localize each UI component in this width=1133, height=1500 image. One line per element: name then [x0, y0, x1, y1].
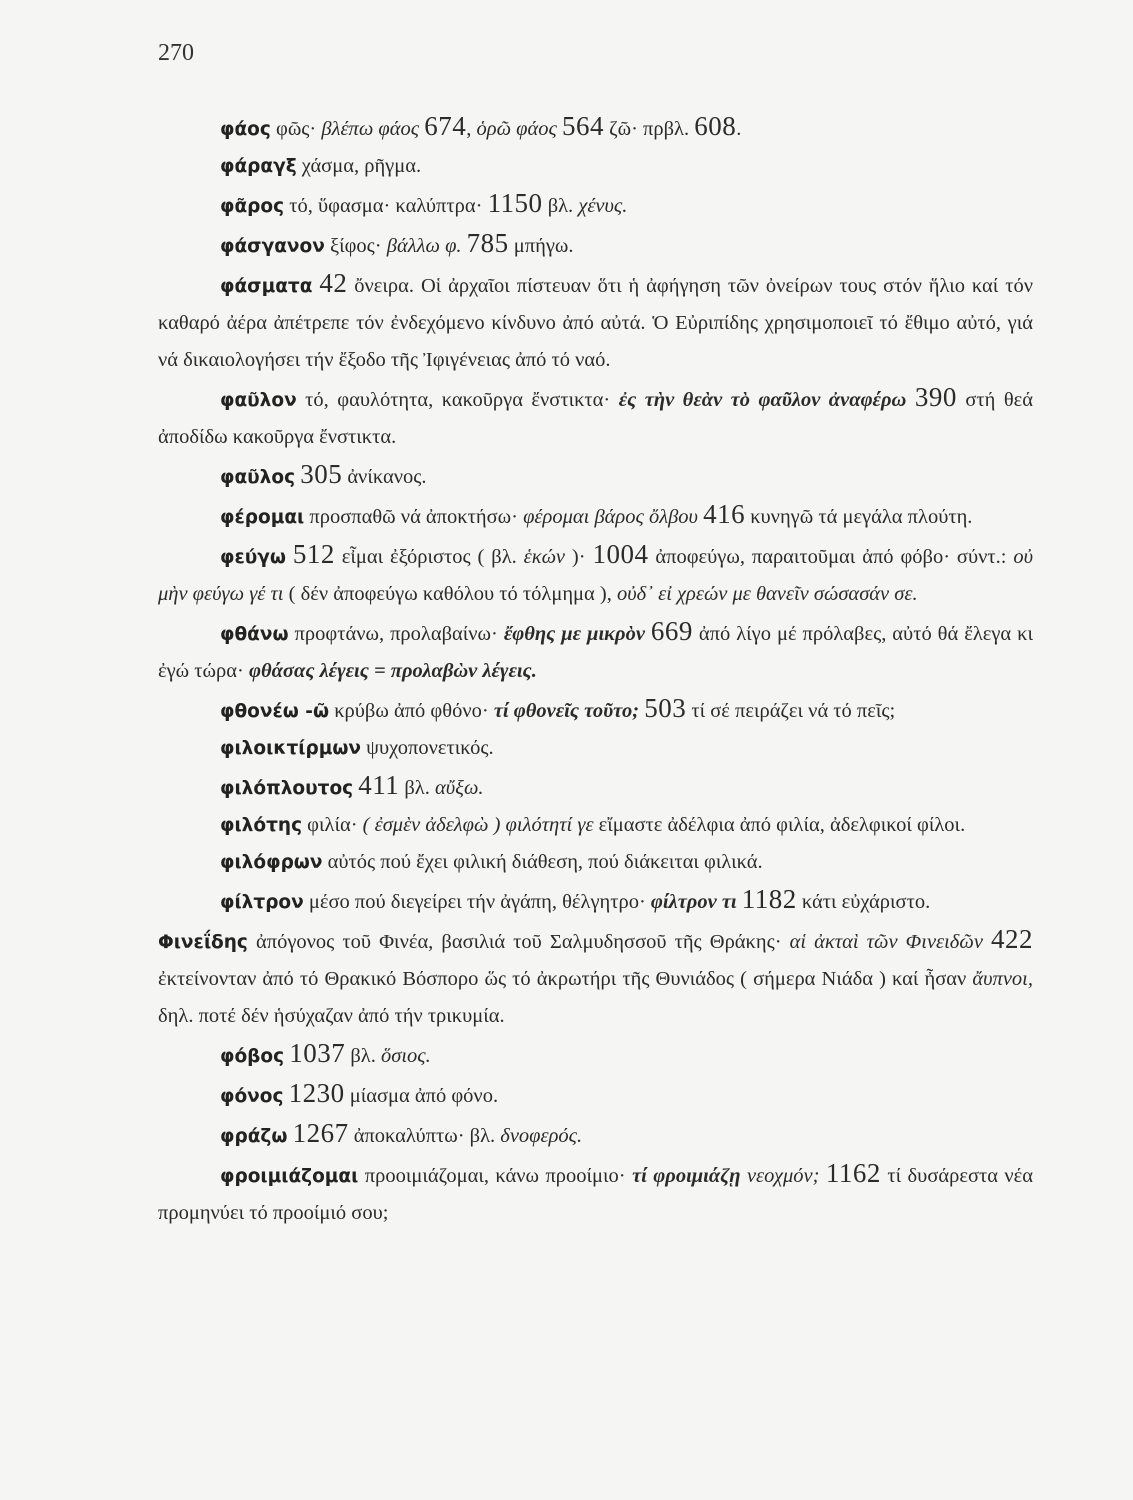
entry-citation: δνοφερός.: [500, 1125, 583, 1147]
entry-text: μίασμα ἀπό φόνο.: [344, 1085, 499, 1107]
glossary-entry: [158, 185, 1033, 225]
entry-text: [906, 389, 914, 411]
entry-citation: φίλτρον τι: [650, 891, 737, 913]
entry-citation: τί φθονεῖς τοῦτο;: [493, 700, 640, 722]
entry-headword: φθάνω: [220, 624, 289, 645]
entry-headword: φράζω: [220, 1126, 288, 1147]
entry-headword: φᾶρος: [220, 196, 285, 217]
entry-text: φιλία·: [302, 814, 363, 836]
page-number: 270: [158, 40, 194, 66]
entry-text: εἶμαι ἐξόριστος ( βλ.: [334, 546, 524, 568]
entry-headword: φιλόπλουτος: [220, 778, 354, 799]
entry-line-number: 608: [694, 111, 737, 141]
entry-text: προοιμιάζομαι, κάνω προοίμιο·: [358, 1165, 633, 1187]
entry-citation: ὅσιος.: [380, 1045, 431, 1067]
entry-text: στή θεά ἀποδίδω κακοῦργα ἔνστικτα.: [158, 389, 1033, 448]
entry-headword: φάσγανον: [220, 236, 325, 257]
glossary-entry: [158, 690, 1033, 730]
entry-headword: Φινεΐδης: [158, 932, 248, 953]
glossary-entry: [158, 613, 1033, 690]
entry-headword: φαῦλος: [220, 467, 296, 488]
glossary-entry: [158, 265, 1033, 379]
entry-line-number: 1150: [487, 188, 543, 218]
entry-line-number: 1004: [592, 539, 649, 569]
glossary-entry: [158, 225, 1033, 265]
entry-text: ξίφος·: [324, 235, 387, 257]
glossary-entry: [158, 1155, 1033, 1232]
entry-citation: ἄυπνοι,: [972, 968, 1033, 990]
entry-citation: ὁρῶ φάος: [476, 118, 557, 140]
entry-citation: οὐ μὴν φεύγω γέ τι: [158, 546, 1034, 605]
glossary-entry: [158, 1075, 1033, 1115]
entry-citation: αὔξω.: [435, 777, 484, 799]
entry-text: δηλ. ποτέ δέν ἡσύχαζαν ἀπό τήν τρικυμία.: [158, 1005, 505, 1027]
entry-text: αὐτός πού ἔχει φιλική διάθεση, πού διάκειται φιλικά.: [322, 851, 763, 873]
entry-line-number: 512: [292, 539, 335, 569]
entry-text: .: [736, 118, 742, 140]
entry-citation: οὐδ᾽ εἰ χρεών με θανεῖν σώσασάν σε.: [616, 583, 918, 605]
entry-text: [286, 546, 293, 568]
entry-line-number: 1162: [825, 1158, 881, 1188]
entry-line-number: 411: [358, 770, 400, 800]
entry-text: εἴμαστε ἀδέλφια ἀπό φιλία, ἀδελφικοί φίλοι.: [593, 814, 966, 836]
entry-headword: φαῦλον: [220, 390, 297, 411]
entry-line-number: 42: [319, 268, 348, 298]
entry-text: ,: [466, 118, 477, 140]
entry-citation: ἑκών: [523, 546, 565, 568]
glossary-entry: [158, 1115, 1033, 1155]
entry-citation: φέρομαι βάρος ὄλβου: [523, 506, 698, 528]
entry-text: ἀποκαλύπτω· βλ.: [348, 1125, 501, 1147]
entry-text: ἀποφεύγω, παραιτοῦμαι ἀπό φόβο· σύντ.:: [648, 546, 1014, 568]
entry-headword: φάσματα: [220, 276, 313, 297]
entry-headword: φάος: [220, 119, 271, 140]
entry-headword: φίλτρον: [220, 892, 304, 913]
entry-citation: ἔφθης με μικρὸν: [503, 623, 645, 645]
entry-text: ὄνειρα. Οἱ ἀρχαῖοι πίστευαν ὅτι ἡ ἀφήγηση τῶν ὀνείρων τους στόν ἥλιο καί τόν καθαρό ἀέρα ἀπέτρεπε τόν ἐνδεχόμενο κίνδυνο ἀπό αὐτά. Ὁ Εὐριπίδης χρησιμοποιεῖ τό ἔθιμο αὐτό, γιά νά δικαιολογήσει τήν ἔξοδο τῆς Ἰφιγένειας ἀπό τό ναό.: [158, 275, 1033, 371]
entry-text: τί σέ πειράζει νά τό πεῖς;: [686, 700, 896, 722]
entry-text: φῶς·: [270, 118, 322, 140]
entry-headword: φέρομαι: [220, 507, 305, 528]
entry-text: χάσμα, ρῆγμα.: [296, 155, 422, 177]
entry-headword: φόνος: [220, 1086, 284, 1107]
entry-line-number: 564: [561, 111, 604, 141]
glossary-entry: [158, 536, 1033, 613]
glossary-entry: [158, 148, 1033, 185]
entry-line-number: 1037: [289, 1038, 346, 1068]
entry-text: )·: [565, 546, 593, 568]
entry-text: τό, φαυλότητα, κακοῦργα ἔνστικτα·: [296, 389, 619, 411]
entry-headword: φθονέω -ῶ: [220, 701, 330, 722]
entry-text: κάτι εὐχάριστο.: [796, 891, 931, 913]
glossary-entry: [158, 730, 1033, 767]
entry-headword: φροιμιάζομαι: [220, 1166, 359, 1187]
entry-line-number: 1182: [741, 884, 797, 914]
entry-headword: φεύγω: [220, 547, 286, 568]
entry-citation: βλέπω φάος: [321, 118, 420, 140]
entry-headword: φιλοικτίρμων: [220, 738, 361, 759]
entry-text: [983, 931, 991, 953]
entry-line-number: 1267: [292, 1118, 349, 1148]
entry-text: κρύβω ἀπό φθόνο·: [329, 700, 494, 722]
entry-line-number: 674: [424, 111, 467, 141]
glossary-entries: [158, 108, 1033, 1232]
entry-line-number: 785: [466, 228, 509, 258]
entry-text: τό, ὕφασμα· καλύπτρα·: [284, 195, 488, 217]
entry-text: βλ.: [399, 777, 435, 799]
entry-headword: φιλόφρων: [220, 852, 323, 873]
entry-text: βλ.: [542, 195, 579, 217]
entry-text: ἐκτείνονταν ἀπό τό Θρακικό Βόσπορο ὥς τό ἀκρωτήρι τῆς Θυνιάδος ( σήμερα Νιάδα ) καί ἦσαν: [158, 968, 973, 990]
entry-citation: χένυς.: [578, 195, 628, 217]
entry-text: κυνηγῶ τά μεγάλα πλούτη.: [745, 506, 973, 528]
entry-citation: ( ἐσμὲν ἀδελφὼ ) φιλότητί γε: [362, 814, 594, 836]
glossary-entry: [158, 456, 1033, 496]
entry-citation: νεοχμόν;: [746, 1165, 820, 1187]
entry-citation: φθάσας λέγεις = προλαβὼν λέγεις.: [248, 660, 537, 682]
glossary-entry: [158, 1035, 1033, 1075]
entry-line-number: 416: [703, 499, 746, 529]
entry-citation: βάλλω φ.: [386, 235, 462, 257]
glossary-entry: [158, 379, 1033, 456]
entry-text: προσπαθῶ νά ἀποκτήσω·: [304, 506, 524, 528]
glossary-entry: [158, 108, 1033, 148]
entry-headword: φιλότης: [220, 815, 303, 836]
entry-line-number: 503: [644, 693, 687, 723]
entry-citation: ἐς τὴν θεὰν τὸ φαῦλον ἀναφέρω: [618, 389, 907, 411]
entry-line-number: 305: [300, 459, 343, 489]
glossary-entry: [158, 921, 1033, 1035]
glossary-entry: [158, 807, 1033, 844]
entry-text: βλ.: [345, 1045, 381, 1067]
entry-text: ( δέν ἀποφεύγω καθόλου τό τόλμημα ),: [283, 583, 617, 605]
entry-line-number: 390: [914, 382, 957, 412]
entry-citation: αἱ ἀκταὶ τῶν Φινειδῶν: [789, 931, 983, 953]
glossary-entry: [158, 496, 1033, 536]
entry-text: ζῶ· πρβλ.: [603, 118, 695, 140]
entry-line-number: 669: [650, 616, 693, 646]
entry-line-number: 422: [991, 924, 1034, 954]
entry-line-number: 1230: [288, 1078, 345, 1108]
entry-text: ψυχοπονετικός.: [361, 737, 494, 759]
entry-text: ἀνίκανος.: [342, 466, 427, 488]
entry-text: προφτάνω, προλαβαίνω·: [288, 623, 504, 645]
entry-text: ἀπόγονος τοῦ Φινέα, βασιλιά τοῦ Σαλμυδησσοῦ τῆς Θράκης·: [247, 931, 790, 953]
entry-text: ἀπό λίγο μέ πρόλαβες, αὐτό θά ἔλεγα κι ἐγώ τώρα·: [158, 623, 1033, 682]
glossary-entry: [158, 881, 1033, 921]
entry-headword: φόβος: [220, 1046, 285, 1067]
entry-text: τί δυσάρεστα νέα προμηνύει τό προοίμιό σου;: [158, 1165, 1034, 1224]
entry-citation: τί φροιμιάζῃ: [632, 1165, 741, 1187]
entry-headword: φάραγξ: [220, 156, 297, 177]
entry-text: μέσο πού διεγείρει τήν ἀγάπη, θέλγητρο·: [303, 891, 651, 913]
glossary-entry: [158, 767, 1033, 807]
glossary-entry: [158, 844, 1033, 881]
entry-text: μπήγω.: [508, 235, 574, 257]
